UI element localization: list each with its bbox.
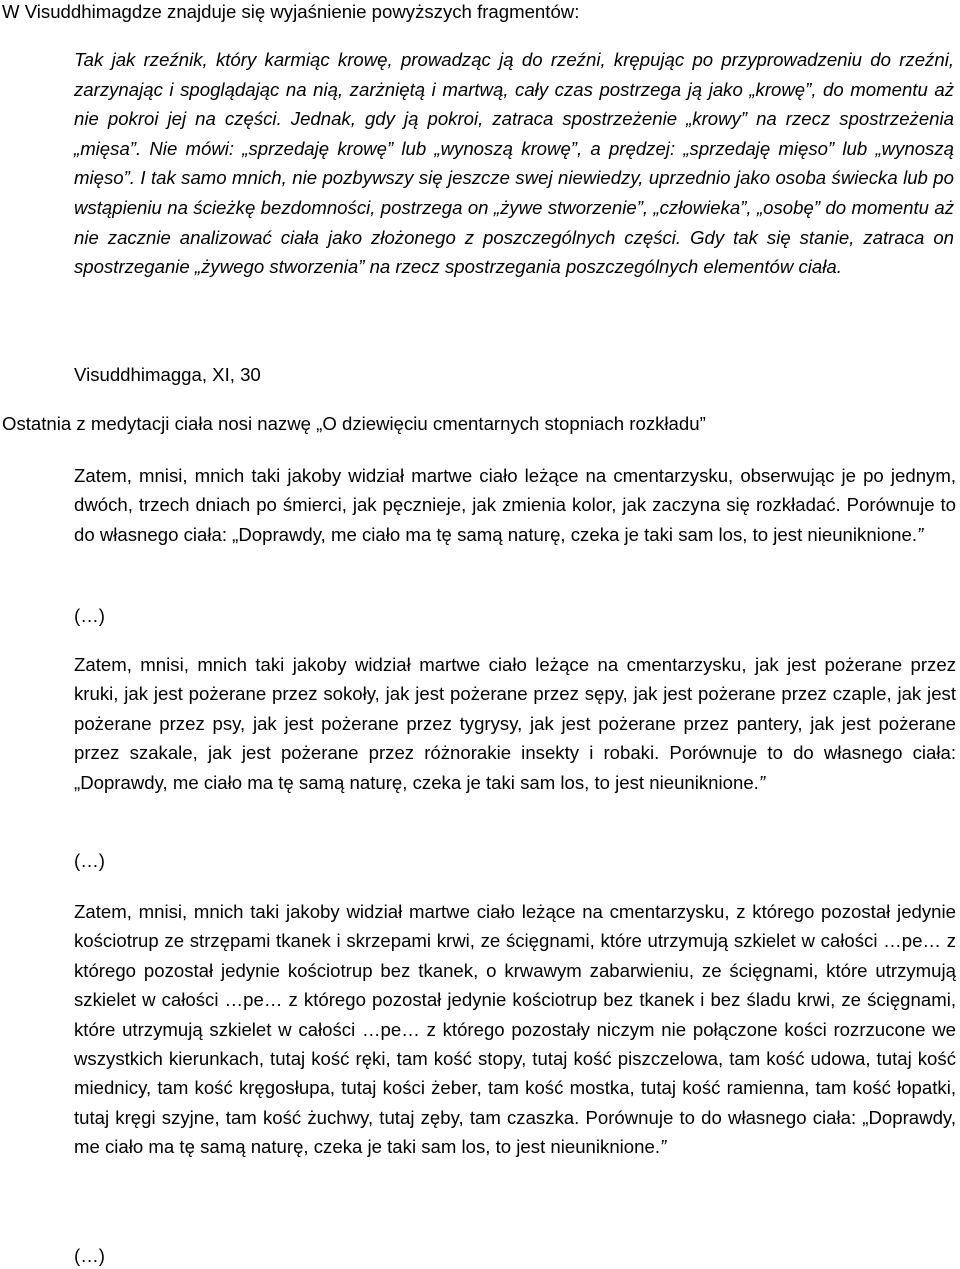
paragraph-text: Zatem, mnisi, mnich taki jakoby widział martwe ciało leżące na cmentarzysku, jak jest pożerane przez kruki, jak jest pożerane przez sokoły, jak jest pożerane przez sępy, jak jest pożerane przez czaple, jak jest pożerane przez psy, jak jest pożerane przez tygrysy, jak jest pożerane przez pantery, jak jest pożerane przez szakale, jak jest pożerane przez różnorakie insekty i robaki. Porównuje to do własnego ciała: „Doprawdy, me ciało ma tę samą naturę, czeka je taki sam los, to jest nieuniknione. — [74, 654, 956, 793]
closing-quote: ” — [916, 523, 924, 545]
intro-sentence: W Visuddhimagdze znajduje się wyjaśnienie powyższych fragmentów: — [2, 1, 580, 22]
ellipsis-1: (…) — [74, 605, 105, 626]
quote-source: Visuddhimagga, XI, 30 — [74, 364, 261, 385]
visuddhimagga-quote: Tak jak rzeźnik, który karmiąc krowę, prowadząc ją do rzeźni, krępując po przyprowadzeniu do rzeźni, zarzynając i spoglądając na nią, zarżniętą i martwą, cały czas postrzega ją jako „krowę”, do momentu aż nie pokroi jej na części. Jednak, gdy ją pokroi, zatraca spostrzeżenie „krowy” na rzecz spostrzeżenia „mięsa”. Nie mówi: „sprzedaję krowę” lub „wynoszą krowę”, a prędzej: „sprzedaję mięso” lub „wynoszą mięso”. I tak samo mnich, nie pozbywszy się jeszcze swej niewiedzy, uprzednio jako osoba świecka lub po wstąpieniu na ścieżkę bezdomności, postrzega on „żywe stworzenie”, „człowieka”, „osobę” do momentu aż nie zacznie analizować ciała jako złożonego z poszczególnych części. Gdy tak się stanie, zatraca on spostrzeganie „żywego stworzenia” na rzecz spostrzegania poszczególnych elementów ciała. — [74, 49, 954, 278]
ellipsis-2: (…) — [74, 850, 105, 871]
meditation-paragraph-3 — [74, 897, 956, 1162]
meditation-paragraph-2 — [74, 650, 956, 797]
section-heading: Ostatnia z medytacji ciała nosi nazwę „O dziewięciu cmentarnych stopniach rozkładu” — [2, 413, 706, 434]
paragraph-text: Zatem, mnisi, mnich taki jakoby widział martwe ciało leżące na cmentarzysku, z którego pozostał jedynie kościotrup ze strzępami tkanek i skrzepami krwi, ze ścięgnami, które utrzymują szkielet w całości …pe… z którego pozostał jedynie kościotrup bez tkanek, o krwawym zabarwieniu, ze ścięgnami, które utrzymują szkielet w całości …pe… z którego pozostał jedynie kościotrup bez tkanek i bez śladu krwi, ze ścięgnami, które utrzymują szkielet w całości …pe… z którego pozostały niczym nie połączone kości rozrzucone we wszystkich kierunkach, tutaj kość ręki, tam kość stopy, tutaj kość piszczelowa, tam kość udowa, tutaj kość miednicy, tam kość kręgosłupa, tutaj kości żeber, tam kość mostka, tutaj kość ramienna, tam kość łopatki, tutaj kręgi szyjne, tam kość żuchwy, tutaj zęby, tam czaszka. Porównuje to do własnego ciała: „Doprawdy, me ciało ma tę samą naturę, czeka je taki sam los, to jest nieuniknione. — [74, 901, 956, 1158]
ellipsis-3: (…) — [74, 1245, 105, 1266]
closing-quote: ” — [660, 1136, 667, 1158]
meditation-paragraph-1 — [74, 461, 956, 549]
paragraph-text: Zatem, mnisi, mnich taki jakoby widział martwe ciało leżące na cmentarzysku, obserwując je po jednym, dwóch, trzech dniach po śmierci, jak pęcznieje, jak zmienia kolor, jak zaczyna się rozkładać. Porównuje to do własnego ciała: „Doprawdy, me ciało ma tę samą naturę, czeka je taki sam los, to jest nieuniknione. — [74, 465, 956, 545]
closing-quote: ” — [758, 771, 766, 793]
